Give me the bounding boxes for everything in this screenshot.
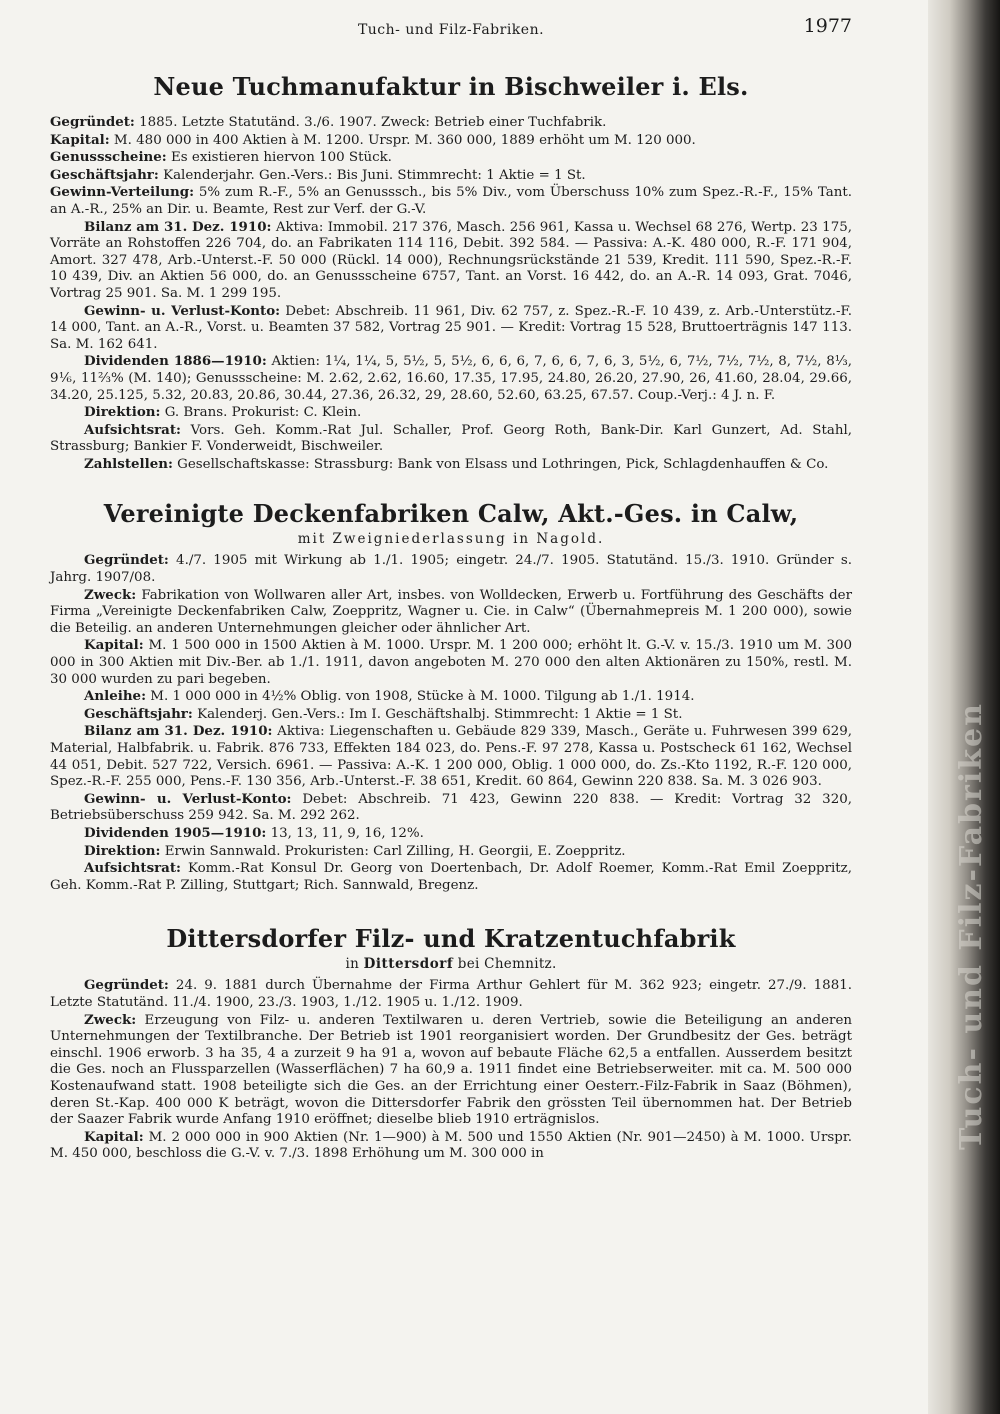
entry-paragraph: Gegründet: 4./7. 1905 mit Wirkung ab 1./1. 1905; eingetr. 24./7. 1905. Statutänd. 15./3. 1910. Gründer s. Jahrg. 1907/08. <box>50 552 852 586</box>
running-title: Tuch- und Filz-Fabriken. <box>357 22 545 38</box>
company-entry-dittersdorfer-filz <box>50 924 852 1163</box>
running-head <box>50 15 852 44</box>
entry-paragraph: Dividenden 1886—1910: Aktien: 1¼, 1¼, 5, 5½, 5, 5½, 6, 6, 6, 7, 6, 6, 7, 6, 3, 5½, 6, 7½, 7½, 7½, 8, 7½, 8⅓, 9⅙, 11²⁄₃% (M. 140); Genussscheine: M. 2.62, 2.62, 16.60, 17.35, 17.95, 24.80, 26.20, 27.90, 26, 41.60, 28.04, 29.66, 34.20, 25.125, 5.32, 20.83, 20.86, 30.44, 27.36, 26.32, 29, 28.60, 52.60, 63.25, 67.57. Coup.-Verj.: 4 J. n. F. <box>50 353 852 403</box>
entry-paragraph: Dividenden 1905—1910: 13, 13, 11, 9, 16, 12%. <box>84 824 424 841</box>
company-subtitle: mit Zweigniederlassung in Nagold. <box>297 531 605 548</box>
entry-paragraph: Zweck: Fabrikation von Wollwaren aller Art, insbes. von Wolldecken, Erwerb u. Fortführung des Geschäfts der Firma „Vereinigte Deckenfabriken Calw, Zoeppritz, Wagner u. Cie. in Calw“ (Übernahmepreis M. 1 200 000), sowie die Beteilig. an anderen Unternehmungen gleicher oder ähnlicher Art. <box>50 586 852 636</box>
entry-paragraph: Zahlstellen: Gesellschaftskasse: Strassburg: Bank von Elsass und Lothringen, Pick, Schlagdenhauffen & Co. <box>84 455 829 472</box>
company-subtitle: in Dittersdorf bei Chemnitz. <box>345 956 557 973</box>
entry-paragraph: Gewinn-Verteilung: 5% zum R.-F., 5% an Genusssch., bis 5% Div., vom Überschuss 10% zum Spez.-R.-F., 15% Tant. an A.-R., 25% an Dir. u. Beamte, Rest zur Verf. der G.-V. <box>50 184 852 217</box>
entry-paragraph: Genussscheine: Es existieren hiervon 100 Stück. <box>50 149 392 166</box>
spine-text: Tuch- und Filz-Fabriken <box>954 702 989 1150</box>
page-number: 1977 <box>803 15 852 37</box>
entry-paragraph: Gewinn- u. Verlust-Konto: Debet: Abschreib. 11 961, Div. 62 757, z. Spez.-R.-F. 10 439, z. Arb.-Unterstütz.-F. 14 000, Tant. an A.-R., Vorst. u. Beamten 37 582, Vortrag 25 901. — Kredit: Vortrag 15 528, Bruttoerträgnis 147 113. Sa. M. 162 641. <box>50 302 852 352</box>
entry-paragraph: Direktion: G. Brans. Prokurist: C. Klein. <box>84 404 362 421</box>
company-title: Neue Tuchmanufaktur in Bischweiler i. Els. <box>153 72 749 101</box>
entry-paragraph: Anleihe: M. 1 000 000 in 4½% Oblig. von 1908, Stücke à M. 1000. Tilgung ab 1./1. 1914. <box>84 688 695 705</box>
entry-paragraph: Aufsichtsrat: Vors. Geh. Komm.-Rat Jul. Schaller, Prof. Georg Roth, Bank-Dir. Karl Gunzert, Ad. Stahl, Strassburg; Bankier F. Vonderweidt, Bischweiler. <box>50 421 852 455</box>
entry-paragraph: Kapital: M. 2 000 000 in 900 Aktien (Nr. 1—900) à M. 500 und 1550 Aktien (Nr. 901—2450) à M. 1000. Urspr. M. 450 000, beschloss die G.-V. v. 7./3. 1898 Erhöhung um M. 300 000 in <box>50 1128 852 1162</box>
document-page <box>50 15 852 1402</box>
company-entry-neue-tuchmanufaktur <box>50 72 852 473</box>
entry-paragraph: Kapital: M. 1 500 000 in 1500 Aktien à M. 1000. Urspr. M. 1 200 000; erhöht lt. G.-V. v. 15./3. 1910 um M. 300 000 in 300 Aktien mit Div.-Ber. ab 1./1. 1911, davon angeboten M. 270 000 den alten Aktionären zu 150%, restl. M. 30 000 wurden zu pari begeben. <box>50 637 852 687</box>
entry-paragraph: Gegründet: 1885. Letzte Statutänd. 3./6. 1907. Zweck: Betrieb einer Tuchfabrik. <box>50 114 607 130</box>
entry-paragraph: Zweck: Erzeugung von Filz- u. anderen Textilwaren u. deren Vertrieb, sowie die Beteiligung an anderen Unternehmungen der Textilbranche. Der Betrieb ist 1901 reorganisiert worden. Der Grundbesitz der Ges. beträgt einschl. 1906 erworb. 3 ha 35, 4 a zurzeit 9 ha 91 a, wovon auf bebaute Fläche 62,5 a entfallen. Ausserdem besitzt die Ges. noch an Flussparzellen (Wasserflächen) 7 ha 60,9 a. 1911 findet eine Betriebserweiter. mit ca. M. 500 000 Kostenaufwand statt. 1908 beteiligte sich die Ges. an der Errichtung einer Oesterr.-Filz-Fabrik in Saaz (Böhmen), deren St.-Kap. 400 000 K beträgt, wovon die Dittersdorfer Fabrik den grössten Teil übernommen hat. Der Betrieb der Saazer Fabrik wurde Anfang 1910 eröffnet; dieselbe blieb 1910 erträgnislos. <box>50 1011 852 1128</box>
entry-paragraph: Geschäftsjahr: Kalenderj. Gen.-Vers.: Im I. Geschäftshalbj. Stimmrecht: 1 Aktie = 1 St. <box>84 705 683 722</box>
entry-paragraph: Bilanz am 31. Dez. 1910: Aktiva: Liegenschaften u. Gebäude 829 339, Masch., Geräte u. Fuhrwesen 399 629, Material, Halbfabrik. u. Fabrik. 876 733, Effekten 184 023, do. Pens.-F. 97 278, Kassa u. Postscheck 61 162, Wechsel 44 051, Debit. 527 722, Versich. 6961. — Passiva: A.-K. 1 200 000, Oblig. 1 000 000, do. Zs.-Kto 1192, R.-F. 120 000, Spez.-R.-F. 255 000, Pens.-F. 130 356, Arb.-Unterst.-F. 38 651, Kredit. 60 864, Gewinn 220 838. Sa. M. 3 026 903. <box>50 723 852 790</box>
entry-paragraph: Geschäftsjahr: Kalenderjahr. Gen.-Vers.: Bis Juni. Stimmrecht: 1 Aktie = 1 St. <box>50 166 586 183</box>
entry-paragraph: Aufsichtsrat: Komm.-Rat Konsul Dr. Georg von Doertenbach, Dr. Adolf Roemer, Komm.-Rat Emil Zoeppritz, Geh. Komm.-Rat P. Zilling, Stuttgart; Rich. Sannwald, Bregenz. <box>50 860 852 893</box>
entry-paragraph: Bilanz am 31. Dez. 1910: Aktiva: Immobil. 217 376, Masch. 256 961, Kassa u. Wechsel 68 276, Wertp. 23 175, Vorräte an Rohstoffen 226 704, do. an Fabrikaten 114 116, Debit. 392 584. — Passiva: A.-K. 480 000, R.-F. 171 904, Amort. 327 478, Arb.-Unterst.-F. 50 000 (Rückl. 14 000), Rechnungsrückstände 21 539, Kredit. 111 590, Spez.-R.-F. 10 439, Div. an Aktien 56 000, do. an Genussscheine 6757, Tant. an Vorst. 16 442, do. an A.-R. 14 093, Grat. 7046, Vortrag 25 901. Sa. M. 1 299 195. <box>50 218 852 301</box>
entry-paragraph: Direktion: Erwin Sannwald. Prokuristen: Carl Zilling, H. Georgii, E. Zoeppritz. <box>84 842 626 859</box>
entry-paragraph: Gewinn- u. Verlust-Konto: Debet: Abschreib. 71 423, Gewinn 220 838. — Kredit: Vortrag 32 320, Betriebsüberschuss 259 942. Sa. M. 292 262. <box>50 790 852 824</box>
book-spine-shadow <box>928 0 1000 1414</box>
company-title: Vereinigte Deckenfabriken Calw, Akt.-Ges. in Calw, <box>103 499 799 529</box>
entry-paragraph: Gegründet: 24. 9. 1881 durch Übernahme der Firma Arthur Gehlert für M. 362 923; eingetr. 27./9. 1881. Letzte Statutänd. 11./4. 1900, 23./3. 1903, 1./12. 1905 u. 1./12. 1909. <box>50 977 852 1010</box>
company-entry-vereinigte-deckenfabriken <box>50 499 852 894</box>
entry-paragraph: Kapital: M. 480 000 in 400 Aktien à M. 1200. Urspr. M. 360 000, 1889 erhöht um M. 120 000. <box>50 131 696 148</box>
company-title: Dittersdorfer Filz- und Kratzentuchfabrik <box>166 924 736 954</box>
